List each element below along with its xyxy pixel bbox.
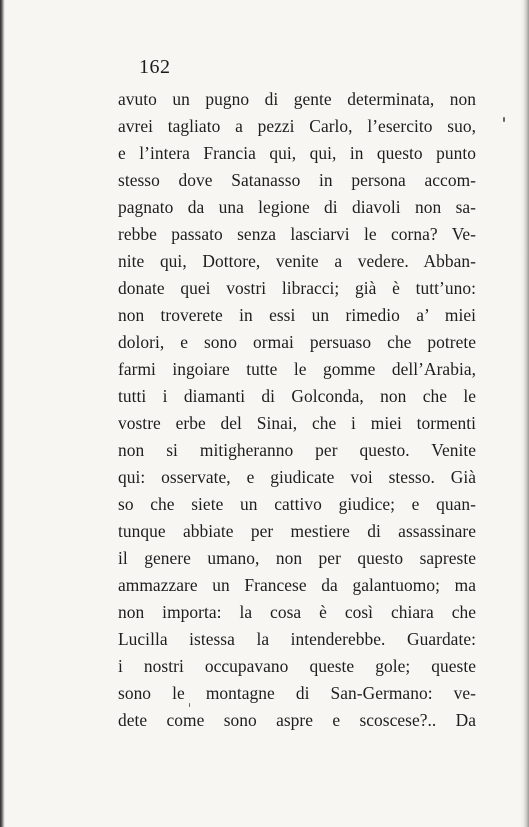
text-line-8: donate quei vostri libracci; già è tutt’uno: <box>118 278 476 298</box>
page-right-edge-shadow <box>519 0 529 827</box>
page-left-edge-shadow <box>0 0 5 827</box>
text-line-18: il genere umano, non per questo sapreste <box>118 548 476 568</box>
text-line-7: nite qui, Dottore, venite a vedere. Abban- <box>118 251 476 271</box>
text-line-1: avuto un pugno di gente determinata, non <box>118 89 476 109</box>
ink-speck <box>189 703 190 707</box>
text-line-6: rebbe passato senza lasciarvi le corna? Ve- <box>118 224 476 244</box>
text-line-24: dete come sono aspre e scoscese?.. Da <box>118 710 476 730</box>
text-line-10: dolori, e sono ormai persuaso che potrete <box>118 332 476 352</box>
text-line-2: avrei tagliato a pezzi Carlo, l’esercito suo, <box>118 116 476 136</box>
text-line-5: pagnato da una legione di diavoli non sa- <box>118 197 476 217</box>
text-line-11: farmi ingoiare tutte le gomme dell’Arabia, <box>118 359 476 379</box>
text-line-12: tutti i diamanti di Golconda, non che le <box>118 386 476 406</box>
text-line-20: non importa: la cosa è così chiara che <box>118 602 476 622</box>
body-text <box>118 84 476 734</box>
text-line-4: stesso dove Satanasso in persona accom- <box>118 170 476 190</box>
ink-speck <box>503 117 505 122</box>
text-line-22: i nostri occupavano queste gole; queste <box>118 656 476 676</box>
text-line-16: so che siete un cattivo giudice; e quan- <box>118 494 476 514</box>
text-line-14: non si mitigheranno per questo. Venite <box>118 440 476 460</box>
text-line-3: e l’intera Francia qui, qui, in questo punto <box>118 143 476 163</box>
text-line-17: tunque abbiate per mestiere di assassinare <box>118 521 476 541</box>
text-line-23: sono le montagne di San-Germano: ve- <box>118 683 476 703</box>
text-line-9: non troverete in essi un rimedio a’ miei <box>118 305 476 325</box>
page-number: 162 <box>139 56 171 78</box>
text-line-21: Lucilla istessa la intenderebbe. Guardate: <box>118 629 476 649</box>
text-line-13: vostre erbe del Sinai, che i miei tormenti <box>118 413 476 433</box>
text-line-15: qui: osservate, e giudicate voi stesso. Già <box>118 467 476 487</box>
text-line-19: ammazzare un Francese da galantuomo; ma <box>118 575 476 595</box>
